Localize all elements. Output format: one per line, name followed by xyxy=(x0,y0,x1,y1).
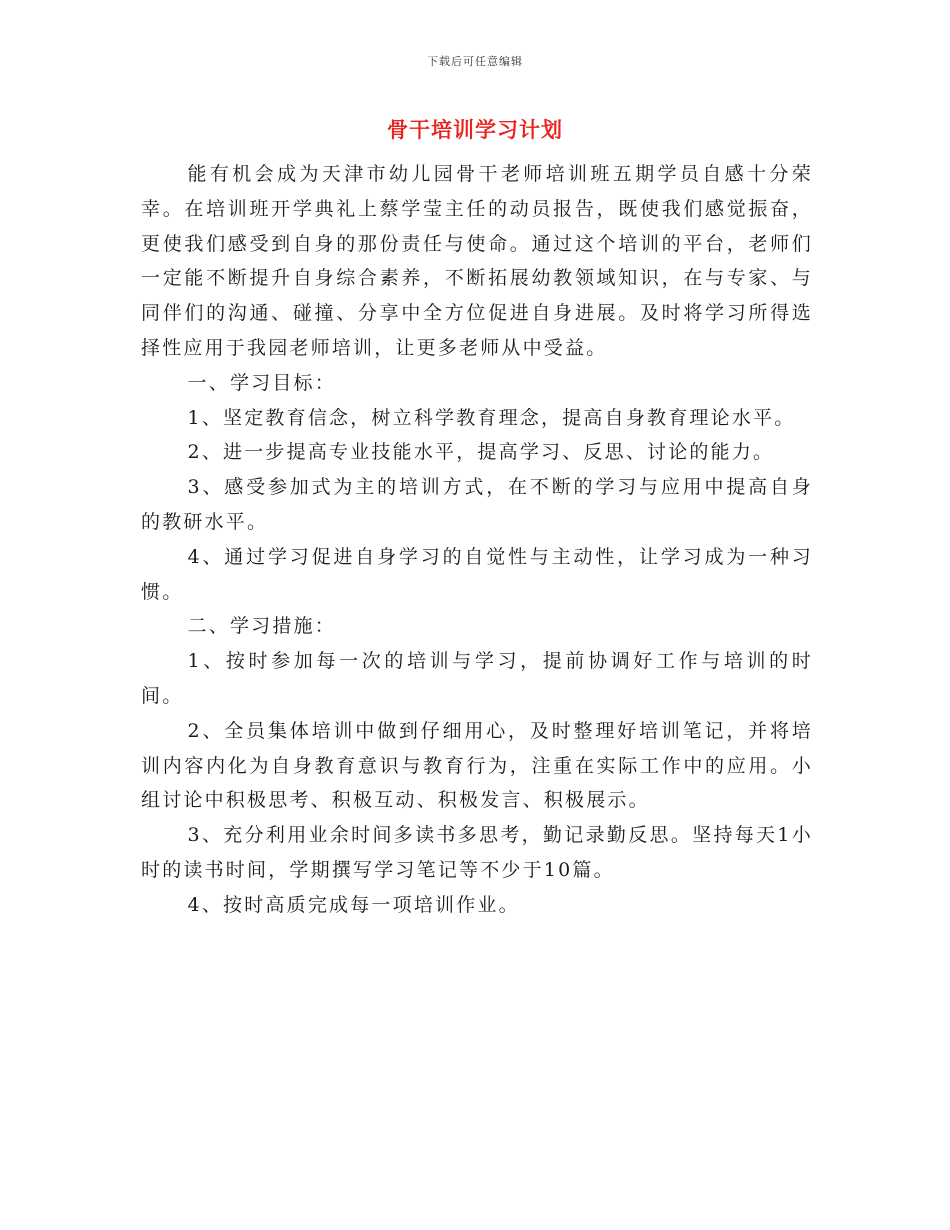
section-heading-goals: 一、学习目标： xyxy=(187,371,336,394)
measure-item-3: 3、充分利用业余时间多读书多思考，勤记录勤反思。坚持每天1小时的读书时间，学期撰写学习笔记等不少于10篇。 xyxy=(141,824,813,881)
measure-item-1: 1、按时参加每一次的培训与学习，提前协调好工作与培训的时间。 xyxy=(141,650,813,707)
goal-item-1: 1、坚定教育信念，树立科学教育理念，提高自身教育理论水平。 xyxy=(187,406,796,429)
goal-item-4: 4、通过学习促进自身学习的自觉性与主动性，让学习成为一种习惯。 xyxy=(141,545,813,603)
header-note: 下载后可任意编辑 xyxy=(427,55,523,68)
measure-item-2: 2、全员集体培训中做到仔细用心，及时整理好培训笔记，并将培训内容内化为自身教育意识与教育行为，注重在实际工作中的应用。小组讨论中积极思考、积极互动、积极发言、积极展示。 xyxy=(141,719,813,812)
intro-paragraph: 能有机会成为天津市幼儿园骨干老师培训班五期学员自感十分荣幸。在培训班开学典礼上蔡学莹主任的动员报告，既使我们感觉振奋，更使我们感受到自身的那份责任与使命。通过这个培训的平台，老师们一定能不断提升自身综合素养，不断拓展幼教领域知识，在与专家、与同伴们的沟通、碰撞、分享中全方位促进自身进展。及时将学习所得选择性应用于我园老师培训，让更多老师从中受益。 xyxy=(141,163,813,359)
goal-item-2: 2、进一步提高专业技能水平，提高学习、反思、讨论的能力。 xyxy=(187,441,775,464)
measure-item-4: 4、按时高质完成每一项培训作业。 xyxy=(187,893,520,916)
document-title: 骨干培训学习计划 xyxy=(387,117,563,142)
document-body xyxy=(141,157,813,923)
section-heading-measures: 二、学习措施： xyxy=(187,615,336,638)
goal-item-3: 3、感受参加式为主的培训方式，在不断的学习与应用中提高自身的教研水平。 xyxy=(141,476,813,533)
